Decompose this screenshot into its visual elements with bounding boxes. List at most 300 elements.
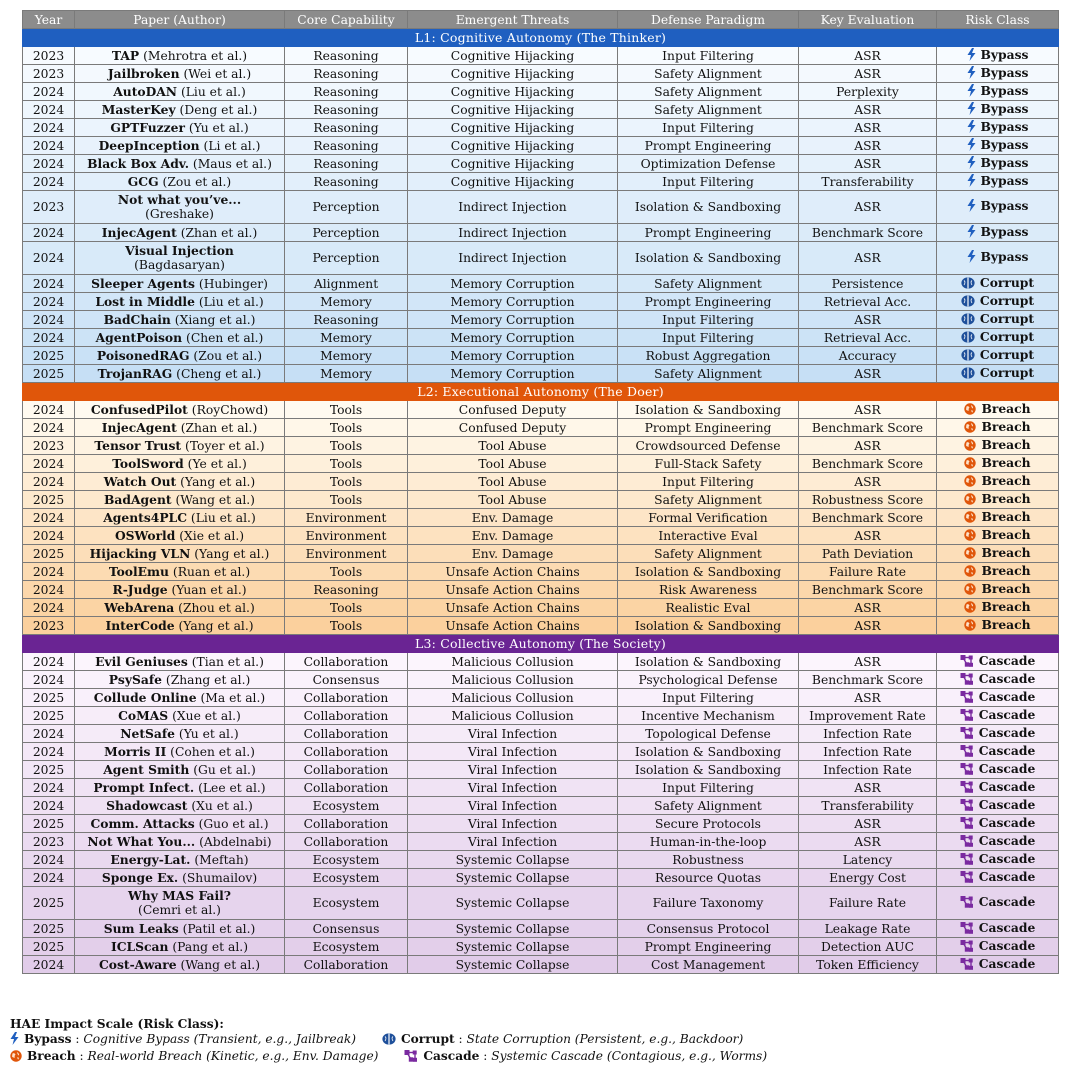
paper-author: (Wang et al.) xyxy=(175,492,255,507)
risk-label: Breach xyxy=(981,490,1031,506)
paper-author: (Cohen et al.) xyxy=(170,744,255,759)
lightning-icon xyxy=(10,1032,19,1049)
cell-defense: Safety Alignment xyxy=(618,545,799,563)
cell-paper xyxy=(75,473,285,491)
table-row xyxy=(23,191,1059,224)
cell-defense: Crowdsourced Defense xyxy=(618,437,799,455)
cell-evaluation: Benchmark Score xyxy=(799,509,937,527)
paper-author: (Gu et al.) xyxy=(193,762,256,777)
col-header-paper: Paper (Author) xyxy=(75,11,285,29)
cell-evaluation: Benchmark Score xyxy=(799,419,937,437)
risk-label: Cascade xyxy=(978,760,1036,776)
paper-author: (Bagdasaryan) xyxy=(134,258,225,272)
paper-title: Collude Online xyxy=(93,689,197,705)
table-row xyxy=(23,869,1059,887)
paper-title: PsySafe xyxy=(108,671,162,687)
table-row xyxy=(23,455,1059,473)
cell-capability: Collaboration xyxy=(285,725,408,743)
cell-paper xyxy=(75,65,285,83)
paper-title: BadChain xyxy=(103,311,171,327)
cell-year: 2024 xyxy=(23,509,75,527)
table-row xyxy=(23,617,1059,635)
brain-icon xyxy=(961,349,975,364)
cell-threat: Unsafe Action Chains xyxy=(408,581,618,599)
brain-icon xyxy=(961,295,975,310)
cell-evaluation: Energy Cost xyxy=(799,869,937,887)
cell-year: 2024 xyxy=(23,224,75,242)
paper-title: AutoDAN xyxy=(113,83,178,99)
cell-evaluation: ASR xyxy=(799,47,937,65)
cell-risk-class xyxy=(937,293,1059,311)
cell-capability: Reasoning xyxy=(285,137,408,155)
cell-capability: Reasoning xyxy=(285,119,408,137)
cell-evaluation: Retrieval Acc. xyxy=(799,293,937,311)
cell-capability: Reasoning xyxy=(285,83,408,101)
cell-risk-class xyxy=(937,191,1059,224)
risk-label: Cascade xyxy=(978,742,1036,758)
cell-paper xyxy=(75,509,285,527)
cell-threat: Indirect Injection xyxy=(408,191,618,224)
paper-title: BadAgent xyxy=(104,491,172,507)
cell-threat: Tool Abuse xyxy=(408,437,618,455)
table-row xyxy=(23,527,1059,545)
cell-defense: Safety Alignment xyxy=(618,83,799,101)
risk-label: Breach xyxy=(981,508,1031,524)
cell-threat: Unsafe Action Chains xyxy=(408,617,618,635)
cell-evaluation: ASR xyxy=(799,599,937,617)
table-body xyxy=(23,29,1059,974)
cell-year: 2023 xyxy=(23,47,75,65)
legend-item-cascade: Cascade : Systemic Cascade (Contagious, e.g., Worms) xyxy=(404,1049,767,1063)
cell-year: 2024 xyxy=(23,455,75,473)
paper-title: Comm. Attacks xyxy=(90,815,195,831)
risk-label: Cascade xyxy=(978,706,1036,722)
cell-defense: Prompt Engineering xyxy=(618,419,799,437)
cell-defense: Risk Awareness xyxy=(618,581,799,599)
cell-defense: Safety Alignment xyxy=(618,797,799,815)
paper-author: (Chen et al.) xyxy=(186,330,264,345)
cell-evaluation: ASR xyxy=(799,155,937,173)
cell-evaluation: Perplexity xyxy=(799,83,937,101)
cell-threat: Env. Damage xyxy=(408,545,618,563)
cell-threat: Viral Infection xyxy=(408,743,618,761)
paper-author: (Zou et al.) xyxy=(162,174,232,189)
cell-paper xyxy=(75,173,285,191)
cell-risk-class xyxy=(937,437,1059,455)
cell-threat: Confused Deputy xyxy=(408,419,618,437)
cell-evaluation: Improvement Rate xyxy=(799,707,937,725)
paper-author: (Hubinger) xyxy=(198,276,268,291)
cell-defense: Safety Alignment xyxy=(618,65,799,83)
cell-risk-class xyxy=(937,455,1059,473)
cell-year: 2024 xyxy=(23,83,75,101)
paper-author: (Liu et al.) xyxy=(180,84,246,99)
cell-capability: Alignment xyxy=(285,275,408,293)
globe-icon xyxy=(964,457,976,472)
paper-title: Sponge Ex. xyxy=(101,869,179,885)
cell-year: 2024 xyxy=(23,653,75,671)
risk-label: Bypass xyxy=(980,154,1029,170)
cell-defense: Realistic Eval xyxy=(618,599,799,617)
table-row xyxy=(23,47,1059,65)
cell-capability: Tools xyxy=(285,599,408,617)
table-row xyxy=(23,311,1059,329)
globe-icon xyxy=(964,493,976,508)
cell-defense: Interactive Eval xyxy=(618,527,799,545)
cell-capability: Collaboration xyxy=(285,743,408,761)
paper-author: (Maus et al.) xyxy=(192,156,272,171)
table-row xyxy=(23,347,1059,365)
table-row xyxy=(23,707,1059,725)
table-row xyxy=(23,365,1059,383)
risk-label: Bypass xyxy=(980,136,1029,152)
cell-capability: Collaboration xyxy=(285,833,408,851)
paper-title: ConfusedPilot xyxy=(90,401,188,417)
network-icon xyxy=(960,896,974,911)
brain-icon xyxy=(382,1033,396,1049)
cell-risk-class xyxy=(937,869,1059,887)
cell-threat: Tool Abuse xyxy=(408,491,618,509)
paper-title: WebArena xyxy=(104,599,175,615)
paper-author: (Ruan et al.) xyxy=(172,564,251,579)
cell-paper xyxy=(75,437,285,455)
cell-capability: Memory xyxy=(285,347,408,365)
cell-capability: Reasoning xyxy=(285,155,408,173)
paper-title: InterCode xyxy=(105,617,175,633)
paper-title: Jailbroken xyxy=(107,65,180,81)
table-row xyxy=(23,509,1059,527)
risk-label: Cascade xyxy=(978,688,1036,704)
paper-title: AgentPoison xyxy=(95,329,183,345)
cell-threat: Malicious Collusion xyxy=(408,689,618,707)
cell-risk-class xyxy=(937,707,1059,725)
cell-evaluation: ASR xyxy=(799,191,937,224)
lightning-icon xyxy=(967,48,976,64)
table-row xyxy=(23,887,1059,920)
cell-risk-class xyxy=(937,242,1059,275)
cell-defense: Secure Protocols xyxy=(618,815,799,833)
cell-paper xyxy=(75,83,285,101)
paper-author: (Liu et al.) xyxy=(190,510,256,525)
paper-title: Energy-Lat. xyxy=(110,851,191,867)
paper-title: InjecAgent xyxy=(101,224,177,240)
cell-paper xyxy=(75,347,285,365)
cell-capability: Environment xyxy=(285,545,408,563)
risk-label: Corrupt xyxy=(979,364,1035,380)
lightning-icon xyxy=(967,174,976,190)
cell-paper xyxy=(75,311,285,329)
cell-threat: Cognitive Hijacking xyxy=(408,137,618,155)
cell-threat: Indirect Injection xyxy=(408,242,618,275)
cell-risk-class xyxy=(937,563,1059,581)
cell-defense: Prompt Engineering xyxy=(618,293,799,311)
cell-capability: Reasoning xyxy=(285,311,408,329)
cell-evaluation: ASR xyxy=(799,242,937,275)
section-row-L3 xyxy=(23,635,1059,653)
cell-threat: Systemic Collapse xyxy=(408,851,618,869)
table-row xyxy=(23,329,1059,347)
cell-capability: Collaboration xyxy=(285,707,408,725)
cell-defense: Incentive Mechanism xyxy=(618,707,799,725)
cell-threat: Systemic Collapse xyxy=(408,956,618,974)
risk-label: Cascade xyxy=(978,796,1036,812)
globe-icon xyxy=(964,439,976,454)
cell-defense: Human-in-the-loop xyxy=(618,833,799,851)
paper-author: (Toyer et al.) xyxy=(185,438,265,453)
cell-risk-class xyxy=(937,419,1059,437)
cell-evaluation: Benchmark Score xyxy=(799,581,937,599)
paper-title: Prompt Infect. xyxy=(93,779,195,795)
cell-year: 2024 xyxy=(23,671,75,689)
cell-risk-class xyxy=(937,689,1059,707)
paper-title: Watch Out xyxy=(103,473,177,489)
legend-line-2 xyxy=(10,1049,789,1066)
cell-risk-class xyxy=(937,725,1059,743)
cell-risk-class xyxy=(937,617,1059,635)
risk-label: Breach xyxy=(981,472,1031,488)
lightning-icon xyxy=(967,225,976,241)
cell-year: 2024 xyxy=(23,725,75,743)
cell-evaluation: ASR xyxy=(799,65,937,83)
cell-risk-class xyxy=(937,65,1059,83)
network-icon xyxy=(960,655,974,670)
risk-label: Breach xyxy=(981,562,1031,578)
paper-author: (Zhou et al.) xyxy=(178,600,255,615)
cell-capability: Reasoning xyxy=(285,101,408,119)
risk-label: Cascade xyxy=(978,868,1036,884)
cell-paper xyxy=(75,779,285,797)
cell-capability: Tools xyxy=(285,401,408,419)
legend-item-bypass: Bypass : Cognitive Bypass (Transient, e.g., Jailbreak) xyxy=(10,1032,356,1046)
section-row-L1 xyxy=(23,29,1059,47)
header-row xyxy=(23,11,1059,29)
cell-capability: Ecosystem xyxy=(285,938,408,956)
paper-title: Lost in Middle xyxy=(95,293,195,309)
cell-threat: Cognitive Hijacking xyxy=(408,47,618,65)
network-icon xyxy=(960,781,974,796)
col-header-capability: Core Capability xyxy=(285,11,408,29)
cell-paper xyxy=(75,329,285,347)
lightning-icon xyxy=(967,66,976,82)
risk-label: Bypass xyxy=(980,82,1029,98)
cell-threat: Viral Infection xyxy=(408,761,618,779)
lightning-icon xyxy=(967,120,976,136)
col-header-evaluation: Key Evaluation xyxy=(799,11,937,29)
cell-risk-class xyxy=(937,545,1059,563)
cell-year: 2024 xyxy=(23,155,75,173)
cell-threat: Viral Infection xyxy=(408,725,618,743)
paper-title: Visual Injection xyxy=(125,243,234,258)
table-row xyxy=(23,725,1059,743)
risk-label: Cascade xyxy=(978,850,1036,866)
risk-label: Bypass xyxy=(980,46,1029,62)
cell-paper xyxy=(75,563,285,581)
cell-threat: Cognitive Hijacking xyxy=(408,173,618,191)
cell-defense: Safety Alignment xyxy=(618,101,799,119)
cell-capability: Tools xyxy=(285,491,408,509)
cell-evaluation: Robustness Score xyxy=(799,491,937,509)
cell-capability: Perception xyxy=(285,191,408,224)
cell-risk-class xyxy=(937,833,1059,851)
cell-threat: Systemic Collapse xyxy=(408,887,618,920)
legend-item-corrupt: Corrupt : State Corruption (Persistent, e.g., Backdoor) xyxy=(382,1032,743,1046)
cell-year: 2024 xyxy=(23,581,75,599)
cell-defense: Consensus Protocol xyxy=(618,920,799,938)
lightning-icon xyxy=(967,84,976,100)
table-row xyxy=(23,401,1059,419)
cell-evaluation: ASR xyxy=(799,527,937,545)
section-title: L3: Collective Autonomy (The Society) xyxy=(23,635,1059,653)
paper-author: (RoyChowd) xyxy=(191,402,269,417)
risk-label: Cascade xyxy=(978,778,1036,794)
table-row xyxy=(23,671,1059,689)
table-row xyxy=(23,599,1059,617)
cell-defense: Resource Quotas xyxy=(618,869,799,887)
cell-year: 2025 xyxy=(23,887,75,920)
cell-year: 2024 xyxy=(23,743,75,761)
cell-paper xyxy=(75,833,285,851)
paper-title: Agents4PLC xyxy=(103,509,187,525)
cell-evaluation: Accuracy xyxy=(799,347,937,365)
cell-risk-class xyxy=(937,761,1059,779)
cell-paper xyxy=(75,617,285,635)
cell-threat: Tool Abuse xyxy=(408,473,618,491)
risk-label: Cascade xyxy=(978,670,1036,686)
globe-icon xyxy=(964,547,976,562)
cell-defense: Psychological Defense xyxy=(618,671,799,689)
cell-threat: Memory Corruption xyxy=(408,329,618,347)
cell-defense: Isolation & Sandboxing xyxy=(618,761,799,779)
cell-evaluation: Infection Rate xyxy=(799,761,937,779)
cell-capability: Ecosystem xyxy=(285,869,408,887)
cell-capability: Tools xyxy=(285,455,408,473)
cell-risk-class xyxy=(937,938,1059,956)
cell-defense: Topological Defense xyxy=(618,725,799,743)
paper-author: (Meftah) xyxy=(194,852,249,867)
cell-defense: Failure Taxonomy xyxy=(618,887,799,920)
cell-defense: Input Filtering xyxy=(618,689,799,707)
paper-author: (Greshake) xyxy=(145,207,214,221)
network-icon xyxy=(960,673,974,688)
cell-paper xyxy=(75,293,285,311)
cell-paper xyxy=(75,119,285,137)
cell-defense: Cost Management xyxy=(618,956,799,974)
paper-author: (Patil et al.) xyxy=(182,921,256,936)
cell-capability: Ecosystem xyxy=(285,851,408,869)
paper-author: (Zhan et al.) xyxy=(180,420,258,435)
lightning-icon xyxy=(967,199,976,215)
risk-label: Cascade xyxy=(978,652,1036,668)
cell-risk-class xyxy=(937,365,1059,383)
cell-risk-class xyxy=(937,743,1059,761)
legend-item-breach: Breach : Real-world Breach (Kinetic, e.g., Env. Damage) xyxy=(10,1049,378,1063)
cell-risk-class xyxy=(937,956,1059,974)
table-row xyxy=(23,581,1059,599)
network-icon xyxy=(960,763,974,778)
cell-risk-class xyxy=(937,599,1059,617)
paper-author: (Yang et al.) xyxy=(194,546,270,561)
cell-threat: Systemic Collapse xyxy=(408,920,618,938)
risk-label: Cascade xyxy=(978,814,1036,830)
cell-capability: Environment xyxy=(285,509,408,527)
paper-title: GPTFuzzer xyxy=(110,119,185,135)
table-row xyxy=(23,83,1059,101)
table-row xyxy=(23,956,1059,974)
cell-defense: Prompt Engineering xyxy=(618,938,799,956)
cell-evaluation: Detection AUC xyxy=(799,938,937,956)
cell-capability: Tools xyxy=(285,473,408,491)
cell-paper xyxy=(75,920,285,938)
brain-icon xyxy=(961,313,975,328)
cell-risk-class xyxy=(937,779,1059,797)
globe-icon xyxy=(964,619,976,634)
cell-evaluation: ASR xyxy=(799,365,937,383)
cell-risk-class xyxy=(937,347,1059,365)
cell-paper xyxy=(75,401,285,419)
paper-title: Not what you’ve... xyxy=(117,192,242,207)
cell-threat: Memory Corruption xyxy=(408,275,618,293)
paper-title: Sum Leaks xyxy=(103,920,179,936)
cell-defense: Robustness xyxy=(618,851,799,869)
cell-defense: Prompt Engineering xyxy=(618,137,799,155)
risk-label: Bypass xyxy=(980,100,1029,116)
cell-capability: Tools xyxy=(285,563,408,581)
table-row xyxy=(23,275,1059,293)
cell-year: 2025 xyxy=(23,689,75,707)
cell-capability: Reasoning xyxy=(285,173,408,191)
cell-evaluation: Infection Rate xyxy=(799,743,937,761)
cell-capability: Tools xyxy=(285,419,408,437)
cell-capability: Collaboration xyxy=(285,779,408,797)
paper-author: (Mehrotra et al.) xyxy=(143,48,248,63)
globe-icon xyxy=(964,565,976,580)
paper-author: (Zou et al.) xyxy=(193,348,263,363)
risk-label: Cascade xyxy=(978,937,1036,953)
cell-year: 2025 xyxy=(23,761,75,779)
paper-author: (Ma et al.) xyxy=(200,690,266,705)
globe-icon xyxy=(964,583,976,598)
cell-capability: Reasoning xyxy=(285,65,408,83)
network-icon xyxy=(960,922,974,937)
cell-capability: Memory xyxy=(285,365,408,383)
paper-title: Hijacking VLN xyxy=(89,545,191,561)
paper-author: (Deng et al.) xyxy=(179,102,258,117)
paper-title: Agent Smith xyxy=(103,761,190,777)
cell-defense: Full-Stack Safety xyxy=(618,455,799,473)
cell-defense: Input Filtering xyxy=(618,47,799,65)
risk-label: Corrupt xyxy=(979,310,1035,326)
cell-paper xyxy=(75,191,285,224)
cell-threat: Confused Deputy xyxy=(408,401,618,419)
table-row xyxy=(23,173,1059,191)
col-header-risk: Risk Class xyxy=(937,11,1059,29)
table-row xyxy=(23,242,1059,275)
cell-threat: Viral Infection xyxy=(408,815,618,833)
paper-title: R-Judge xyxy=(112,581,168,597)
cell-evaluation: Retrieval Acc. xyxy=(799,329,937,347)
cell-evaluation: Latency xyxy=(799,851,937,869)
col-header-year: Year xyxy=(23,11,75,29)
cell-year: 2024 xyxy=(23,137,75,155)
risk-label: Bypass xyxy=(980,198,1029,213)
cell-defense: Formal Verification xyxy=(618,509,799,527)
risk-label: Corrupt xyxy=(979,346,1035,362)
cell-year: 2024 xyxy=(23,956,75,974)
cell-year: 2024 xyxy=(23,293,75,311)
cell-paper xyxy=(75,689,285,707)
cell-threat: Systemic Collapse xyxy=(408,938,618,956)
network-icon xyxy=(960,709,974,724)
